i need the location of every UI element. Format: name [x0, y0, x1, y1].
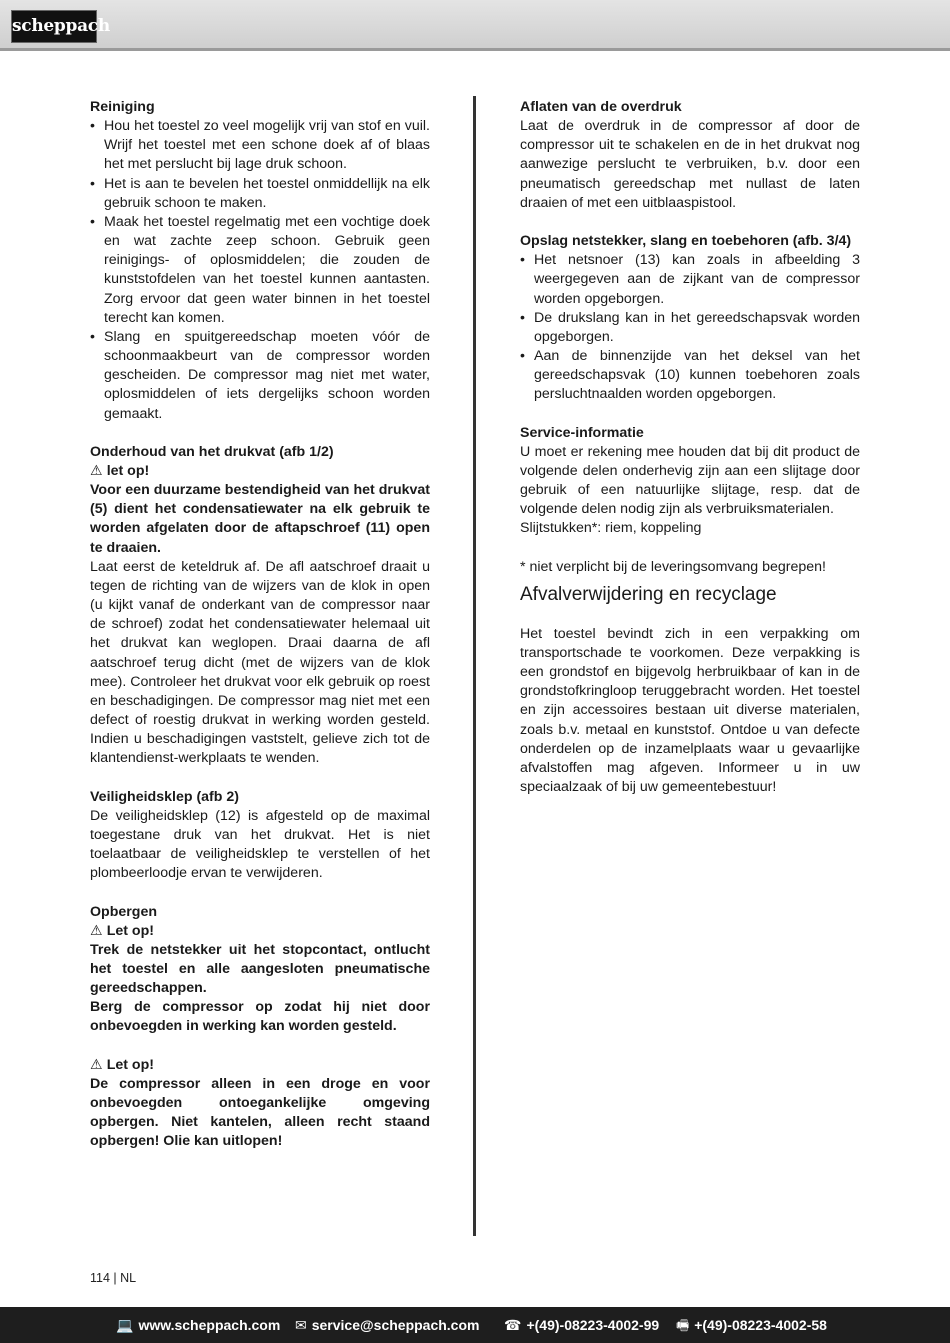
footer-fax[interactable] — [676, 1307, 827, 1343]
website-text: www.scheppach.com — [138, 1317, 281, 1333]
list-item: • Hou het toestel zo veel mogelijk vrij van stof en vuil. Wrijf het toestel met een schone doek af of blaas het met perslucht bij lage druk schoon. — [90, 117, 430, 174]
email-text: service@scheppach.com — [311, 1317, 480, 1333]
warning-icon: ⚠ — [90, 922, 103, 939]
left-column — [90, 98, 430, 1152]
footer-website[interactable] — [116, 1307, 280, 1343]
brand-logo: scheppach — [11, 10, 97, 43]
warning-label: Let op! — [106, 1056, 154, 1073]
section-heading-afval: Afvalverwijdering en recyclage — [520, 583, 777, 605]
footnote: * niet verplicht bij de leveringsomvang begrepen! — [520, 558, 827, 575]
warning-text: Voor een duurzame bestendigheid van het drukvat (5) dient het condensatiewater na elk gebruik te worden afgelaten door de aftapschroef (11) open te draaien. — [90, 482, 430, 556]
list-item: • Het is aan te bevelen het toestel onmiddellijk na elk gebruik schoon te maken. — [90, 175, 430, 213]
list-item: • Het netsnoer (13) kan zoals in afbeelding 3 weergegeven aan de zijkant van de compressor worden opgeborgen. — [520, 251, 860, 308]
computer-icon: 💻 — [116, 1317, 134, 1333]
warning-label: Let op! — [106, 922, 154, 939]
page-header — [0, 0, 950, 51]
afval-body: Het toestel bevindt zich in een verpakking om transportschade te voorkomen. Deze verpakking is een grondstof en bijgevolg herbruikbaar of kan in de grondstofkringloop teruggebracht worden. Het toestel en zijn accessoires bestaan uit diverse materialen, zoals b.v. metaal en kunststof. Ontdoe u van defecte onderdelen op de inzamelplaats waar u gevaarlijke afvalstoffen mag afgeven. Informeer u in uw speciaalzaak of bij uw gemeentebestuur! — [520, 625, 860, 796]
opslag-list — [520, 251, 860, 404]
warning-icon: ⚠ — [90, 1056, 103, 1073]
section-title-veiligheidsklep: Veiligheidsklep (afb 2) — [90, 788, 240, 805]
page-footer — [0, 1307, 950, 1343]
footer-email[interactable] — [295, 1307, 479, 1343]
right-column — [520, 98, 860, 797]
section-title-aflaten: Aflaten van de overdruk — [520, 99, 682, 115]
section-title-opslag: Opslag netstekker, slang en toebehoren (afb. 3/4) — [520, 233, 852, 250]
section-title-service: Service-informatie — [520, 424, 644, 441]
page-number: 114 | NL — [90, 1271, 137, 1285]
warning-text: Berg de compressor op zodat hij niet door onbevoegden in werking kan worden gesteld. — [90, 999, 430, 1035]
section-title-opbergen: Opbergen — [90, 903, 158, 920]
phone-text: +(49)-08223-4002-99 — [526, 1317, 660, 1333]
column-divider — [473, 96, 476, 1236]
list-item: • De drukslang kan in het gereedschapsvak worden opgeborgen. — [520, 309, 860, 347]
phone-icon: ☎ — [504, 1317, 522, 1333]
fax-text: +(49)-08223-4002-58 — [694, 1317, 827, 1333]
warning-text: De compressor alleen in een droge en voor onbevoegden ontoegankelijke omgeving opbergen. Niet kantelen, alleen recht staand opbergen! Olie kan uitlopen! — [90, 1075, 430, 1150]
wear-parts: Slijtstukken*: riem, koppeling — [520, 520, 702, 537]
onderhoud-body: Laat eerst de keteldruk af. De afl aatschroef draait u tegen de richting van de wijzers van de klok in open (u kijkt vanaf de onderkant van de compressor naar de schroef) zodat het condensatiewater helemaal uit het drukvat kan weglopen. Draai daarna de afl aatschroef terug dicht (met de wijzers van de klok mee). Controleer het drukvat voor elk gebruik op roest en beschadigingen. De compressor mag niet met een defect of roestig drukvat in werking worden gesteld. Indien u beschadigingen vaststelt, gelieve zich tot de klantendienst-werkplaats te wenden. — [90, 558, 430, 767]
aflaten-body: Laat de overdruk in de compressor af door de compressor uit te schakelen en de in het drukvat nog aanwezige perslucht te verbruiken, b.v. door een pneumatisch gereedschap met nullast de laten draaien of met een uitblaaspistool. — [520, 118, 860, 211]
reiniging-list — [90, 117, 430, 424]
fax-icon: 🖷 — [676, 1317, 690, 1333]
list-item: • Maak het toestel regelmatig met een vochtige doek en wat zachte zeep schoon. Gebruik geen reinigings- of oplosmiddelen; die zouden de kunststofdelen van het toestel kunnen aantasten. Zorg ervoor dat geen water binnen in het toestel terecht kan komen. — [90, 213, 430, 328]
section-title-onderhoud: Onderhoud van het drukvat (afb 1/2) — [90, 443, 334, 460]
footer-phone[interactable] — [504, 1307, 659, 1343]
warning-text: Trek de netstekker uit het stopcontact, ontlucht het toestel en alle aangesloten pneumatische gereedschappen. — [90, 941, 430, 997]
veiligheidsklep-body: De veiligheidsklep (12) is afgesteld op de maximal toegestane druk van het drukvat. Het is niet toelaatbaar de veiligheidsklep te verstellen of het plombeerloodje ervan te verwijderen. — [90, 807, 430, 882]
list-item: • Aan de binnenzijde van het deksel van het gereedschapsvak (10) kunnen toebehoren zoals persluchtnaalden worden opgeborgen. — [520, 347, 860, 404]
service-body: U moet er rekening mee houden dat bij dit product de volgende delen onderhevig zijn aan een slijtage door gebruik of een natuurlijke slijtage, resp. dat de volgende delen nodig zijn als verbruiksmaterialen. — [520, 443, 860, 518]
warning-heading — [90, 1056, 430, 1075]
warning-heading — [90, 922, 430, 941]
mail-icon: ✉ — [295, 1317, 307, 1333]
warning-icon: ⚠ — [90, 462, 103, 479]
warning-label: let op! — [106, 462, 150, 479]
list-item: • Slang en spuitgereedschap moeten vóór de schoonmaakbeurt van de compressor worden gescheiden. De compressor mag niet met water, oplosmiddelen of iets dergelijks schoon worden gemaakt. — [90, 328, 430, 424]
warning-heading — [90, 462, 430, 481]
section-title-reiniging: Reiniging — [90, 99, 155, 115]
